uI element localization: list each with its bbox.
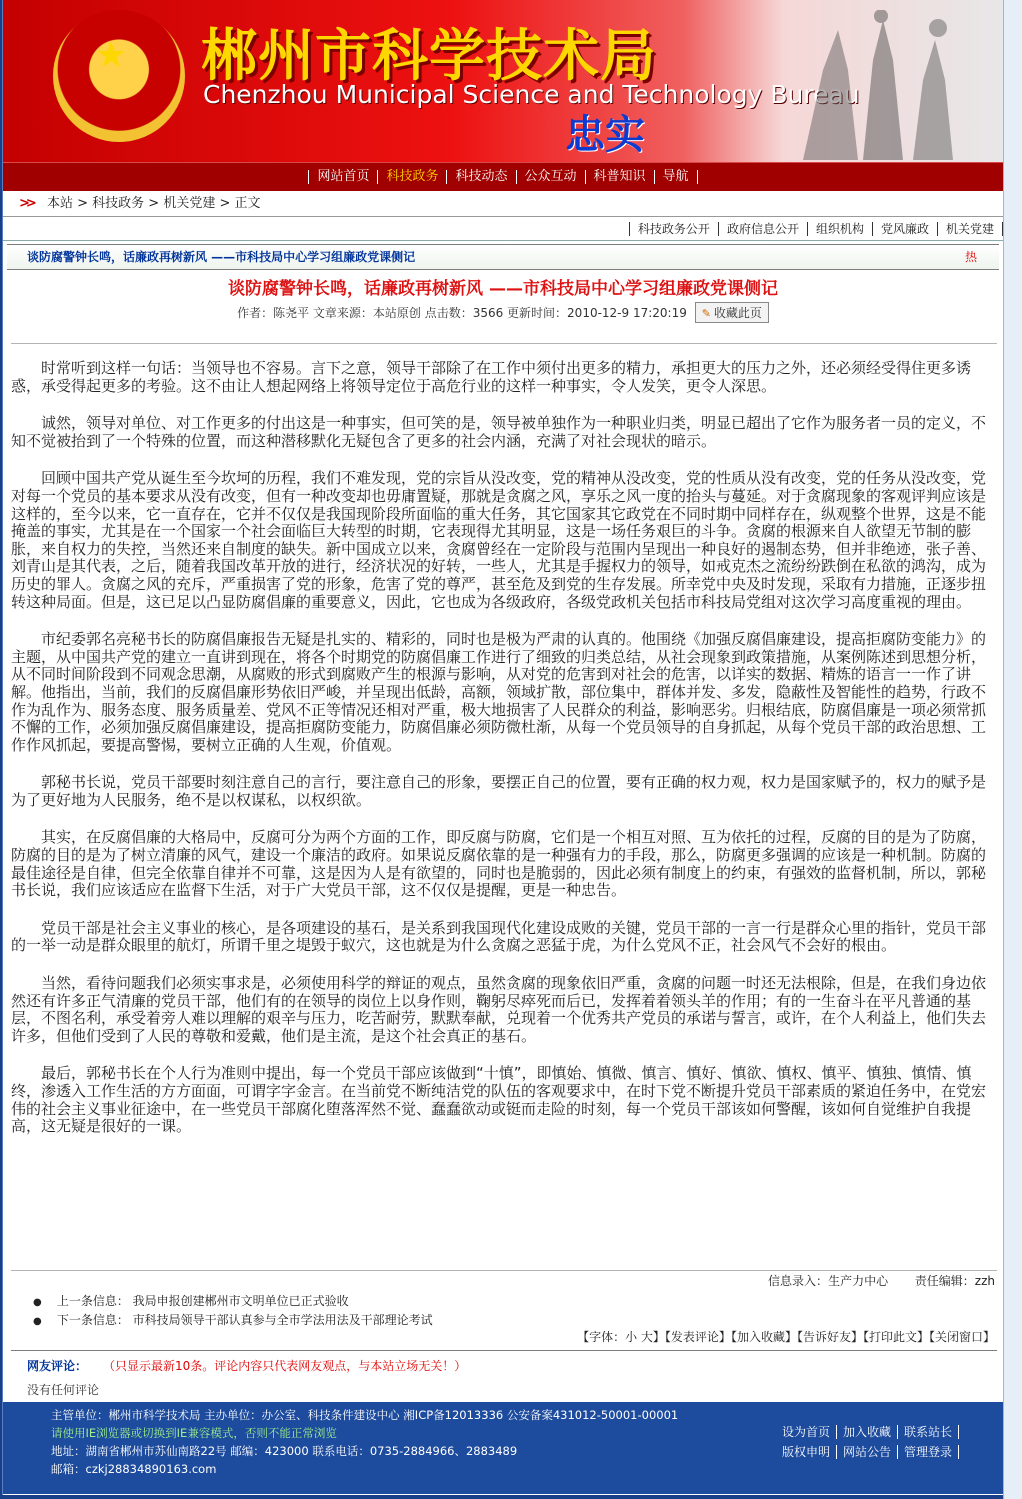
- nav-sci-news[interactable]: 科技动态: [446, 170, 515, 184]
- editor-value: zzh: [974, 1274, 995, 1288]
- article-body: [11, 343, 997, 1271]
- nav-home[interactable]: 网站首页: [308, 170, 377, 184]
- print-link[interactable]: 【打印此文】: [862, 1330, 929, 1344]
- bookmark-button[interactable]: [695, 302, 769, 323]
- article-heading: 谈防腐警钟长鸣，话廉政再树新风 ——市科技局中心学习组廉政党课侧记: [228, 279, 778, 299]
- article-paragraph: 党员干部是社会主义事业的核心，是各项建设的基石，是关系到我国现代化建设成败的关键，党员干部的一言一行是群众心里的指针，党员干部的一举一动是群众眼里的航灯，所谓千里之堤毁于蚁穴，这也就是为什么贪腐之恶猛于虎，为什么党风不正，社会风气不会好的根由。: [11, 918, 987, 955]
- prev-label: 上一条信息：: [56, 1294, 129, 1308]
- article-paragraph: 郭秘书长说，党员干部要时刻注意自己的言行，要注意自己的形象，要摆正自己的位置，要有正确的权力观，权力是国家赋予的，权力的赋予是为了更好地为人民服务，绝不是以权谋私，以权织欲。: [11, 773, 987, 809]
- prev-next-list: [33, 1292, 433, 1330]
- footer-link-home[interactable]: 设为首页: [776, 1425, 837, 1439]
- footer-line-browser: 请使用IE浏览器或切换到IE兼容模式，否则不能正常浏览: [51, 1426, 337, 1440]
- subnav-gov-open[interactable]: 科技政务公开: [629, 222, 718, 236]
- nav-sci-gov[interactable]: 科技政务: [377, 170, 446, 184]
- close-window-link[interactable]: 【关闭窗口】: [928, 1330, 995, 1344]
- site-banner: [3, 0, 1003, 162]
- bookmark-label: 收藏此页: [713, 306, 762, 320]
- font-size-tool[interactable]: 【字体：小 大】: [577, 1330, 665, 1344]
- subnav-party[interactable]: 机关党建: [937, 222, 1003, 236]
- scrollbar-track[interactable]: [1003, 0, 1022, 1499]
- post-comment-link[interactable]: 【发表评论】: [664, 1330, 731, 1344]
- subnav-clean-gov[interactable]: 党风廉政: [872, 222, 937, 236]
- breadcrumb: >> 本站 > 科技政务 > 机关党建 > 正文: [3, 191, 1003, 217]
- comments-note: （只显示最新10条。评论内容只代表网友观点，与本站立场无关！）: [103, 1359, 467, 1373]
- site-title-cn: 郴州市科学技术局: [201, 24, 657, 89]
- prev-item: [33, 1292, 433, 1311]
- prev-link[interactable]: 我局申报创建郴州市文明单位已正式验收: [132, 1294, 349, 1308]
- nav-popular-science[interactable]: 科普知识: [585, 170, 654, 184]
- bookmark-icon: ✎: [701, 307, 711, 320]
- footer-links: [776, 1422, 959, 1462]
- add-favorite-link[interactable]: 【加入收藏】: [730, 1330, 797, 1344]
- article-paragraph: 时常听到这样一句话：当领导也不容易。言下之意，领导干部除了在工作中须付出更多的精力，承担更大的压力之外，还必须经受得住更多诱惑，承受得起更多的考验。这不由让人想起网络上将领导定位于高危行业的这样一种事实，令人发笑，更令人深思。: [11, 359, 972, 395]
- article-paragraph: 其实，在反腐倡廉的大格局中，反腐可分为两个方面的工作，即反腐与防腐，它们是一个相互对照、互为依托的过程，反腐的目的是为了防腐，防腐的目的是为了树立清廉的风气，建设一个廉洁的政府。如果说反腐依靠的是一种强有力的手段，那么，防腐更多强调的应该是一种机制。防腐的最佳途径是自律，但完全依靠自律并不可靠，这是因为人是有欲望的，同时也是脆弱的，因此必须有制度上的约束，有强效的监督机制，所以，郭秘书长说，我们应该适应在监督下生活，对于广大党员干部，这不仅仅是提醒，更是一种忠告。: [11, 828, 987, 900]
- hot-badge: 热: [964, 250, 977, 264]
- footer-link-contact[interactable]: 联系站长: [898, 1425, 959, 1439]
- article-tools: [3, 1328, 995, 1345]
- bullet-icon: ●: [33, 1297, 42, 1308]
- footer-link-copyright[interactable]: 版权申明: [776, 1445, 837, 1459]
- statue-image: [763, 10, 993, 160]
- comments-section: [11, 1350, 997, 1395]
- recorder-label: 信息录入：: [768, 1274, 829, 1288]
- breadcrumb-party[interactable]: 机关党建: [163, 196, 216, 211]
- comments-label: 网友评论：: [27, 1359, 88, 1373]
- article-paragraph: 诚然，领导对单位、对工作更多的付出这是一种事实，但可笑的是，领导被单独作为一种职业归类，明显已超出了它作为服务者一员的定义，不知不觉被抬到了一个特殊的位置，而这种潜移默化无疑包含了更多的社会内涵，充满了对社会现状的暗示。: [11, 414, 987, 450]
- nav-interaction[interactable]: 公众互动: [516, 170, 585, 184]
- article-paragraph: 市纪委郭名亮秘书长的防腐倡廉报告无疑是扎实的、精彩的，同时也是极为严肃的认真的。他围绕《加强反腐倡廉建设，提高拒腐防变能力》的主题，从中国共产党的建立一直讲到现在，将各个时期党的防腐倡廉工作进行了细致的归类总结，从社会现象到政策措施，从案例陈述到思想分析，从不同时间阶段到不同观念思潮，从腐败的形式到腐败产生的根源与影响，从对党的危害到对社会的危害，以详实的数据、精炼的语言一一作了讲解。他指出，当前，我们的反腐倡廉形势依旧严峻，并呈现出低龄，高额，领域扩散，部位集中，群体并发、多发，隐蔽性及智能性的趋势，行政不作为乱作为、服务态度、服务质量差、党风不正等情况还相对严重，极大地损害了人民群众的利益，影响恶劣。归根结底，防腐倡廉是一项必须常抓不懈的工作，必须加强反腐倡廉建设，提高拒腐防变能力，防腐倡廉必须防微杜渐，从每一个党员领导的自身抓起，从每个党员干部的政治思想、工作作风抓起，要提高警惕，要树立正确的人生观，价值观。: [11, 630, 987, 754]
- footer-info: [51, 1406, 678, 1478]
- recorder-value: 生产力中心: [828, 1274, 889, 1288]
- article-title-bar: [7, 244, 999, 270]
- bullet-icon: ●: [33, 1316, 42, 1327]
- site-footer: [3, 1402, 1003, 1494]
- editor-label: 责任编辑：: [914, 1274, 975, 1288]
- next-label: 下一条信息：: [56, 1313, 129, 1327]
- double-chevron-icon: >>: [19, 196, 33, 211]
- article-meta: [3, 302, 1003, 323]
- footer-line-org: 主管单位：郴州市科学技术局 主办单位：办公室、科技条件建设中心 湘ICP备12013336 公安备案431012-50001-00001: [51, 1408, 679, 1422]
- article-footinfo: [3, 1272, 995, 1289]
- subnav-org[interactable]: 组织机构: [807, 222, 872, 236]
- page-frame: [2, 0, 1004, 1495]
- footer-link-notice[interactable]: 网站公告: [837, 1445, 898, 1459]
- comments-empty: 没有任何评论: [27, 1383, 100, 1397]
- footer-line-address: 地址：湖南省郴州市苏仙南路22号 邮编：423000 联系电话：0735-2884966、2883489: [51, 1444, 518, 1458]
- article-meta-text: 作者：陈尧平 文章来源：本站原创 点击数：3566 更新时间：2010-12-9 17:20:19: [237, 306, 687, 320]
- nav-guide[interactable]: 导航: [654, 170, 698, 184]
- article-paragraph: 最后，郭秘书长在个人行为准则中提出，每一个党员干部应该做到“十慎”，即慎始、慎微、慎言、慎好、慎欲、慎权、慎平、慎独、慎情、慎终，渗透入工作生活的方方面面，可谓字字金言。在当前党不断纯洁党的队伍的客观要求中，在时下党不断提升党员干部素质的紧迫任务中，在党宏伟的社会主义事业征途中，在一些党员干部腐化堕落浑然不觉、蠢蠢欲动或铤而走险的时刻，每一个党员干部该如何警醒，该如何自觉维护自我提高，这无疑是很好的一课。: [11, 1064, 987, 1136]
- site-title-en: Chenzhou Municipal Science and Technology Bureau: [203, 80, 860, 109]
- national-emblem-icon: ★: [53, 10, 185, 142]
- next-link[interactable]: 市科技局领导干部认真参与全市学法用法及干部理论考试: [132, 1313, 433, 1327]
- article-paragraph: 当然，看待问题我们必须实事求是，必须使用科学的辩证的观点，虽然贪腐的现象依旧严重，贪腐的问题一时还无法根除，但是，在我们身边依然还有许多正气清廉的党员干部，他们有的在领导的岗位上以身作则，鞠躬尽瘁死而后已，发挥着着领头羊的作用；有的一生奋斗在平凡普通的基层，不图名利，承受着旁人难以理解的艰辛与压力，吃苦耐劳，默默奉献，兑现着一个优秀共产党员的承诺与誓言，或许，在个人利益上，他们失去许多，但他们受到了人民的尊敬和爱戴，他们是主流，是这个社会真正的基石。: [11, 974, 987, 1045]
- article-paragraph: 回顾中国共产党从诞生至今坎坷的历程，我们不难发现，党的宗旨从没改变，党的精神从没改变，党的性质从没有改变，党的任务从没改变，党对每一个党员的基本要求从没有改变，但有一种改变却也毋庸置疑，那就是贪腐之风，享乐之风一度的抬头与蔓延。对于贪腐现象的客观评判应该是这样的，至今以来，它一直存在，它并不仅仅是我国现阶段所面临的重大任务，其它国家其它政党在不同时期中同样存在，纵观整个世界，这是不能掩盖的事实，尤其是在一个国家一个社会面临巨大转型的时期，它表现得尤其明显，这是一场任务艰巨的斗争。贪腐的根源来自人欲望无节制的膨胀，来自权力的失控，当然还来自制度的缺失。新中国成立以来，贪腐曾经在一定阶段与范围内呈现出一种良好的遏制态势，但并非绝迹，张子善、刘青山是其代表，之后，随着我国改革开放的进行，经济状况的好转，一些人，尤其是手握权力的领导，如戒克杰之流纷纷跌倒在私欲的鸿沟，成为历史的罪人。贪腐之风的充斥，严重损害了党的形象，危害了党的尊严，甚至危及到党的生存发展。所幸党中央及时发现，采取有力措施，正逐步扭转这种局面。但是，这已足以凸显防腐倡廉的重要意义，因此，它也成为各级政府，各级党政机关包括市科技局党组对这次学习高度重视的理由。: [11, 469, 987, 611]
- footer-link-admin[interactable]: 管理登录: [898, 1445, 959, 1459]
- footer-link-fav[interactable]: 加入收藏: [837, 1425, 898, 1439]
- sub-nav: [3, 218, 1003, 241]
- breadcrumb-current: 正文: [234, 196, 261, 211]
- footer-line-email: 邮箱：czkj28834890163.com: [51, 1462, 217, 1476]
- article-title-bar-text: 谈防腐警钟长鸣，话廉政再树新风 ——市科技局中心学习组廉政党课侧记: [27, 250, 416, 264]
- breadcrumb-sci-gov[interactable]: 科技政务: [92, 196, 145, 211]
- site-motto: 忠实: [565, 112, 645, 158]
- breadcrumb-home[interactable]: 本站: [46, 196, 73, 211]
- tell-friend-link[interactable]: 【告诉好友】: [796, 1330, 863, 1344]
- subnav-info-open[interactable]: 政府信息公开: [718, 222, 807, 236]
- main-nav: [3, 162, 1003, 191]
